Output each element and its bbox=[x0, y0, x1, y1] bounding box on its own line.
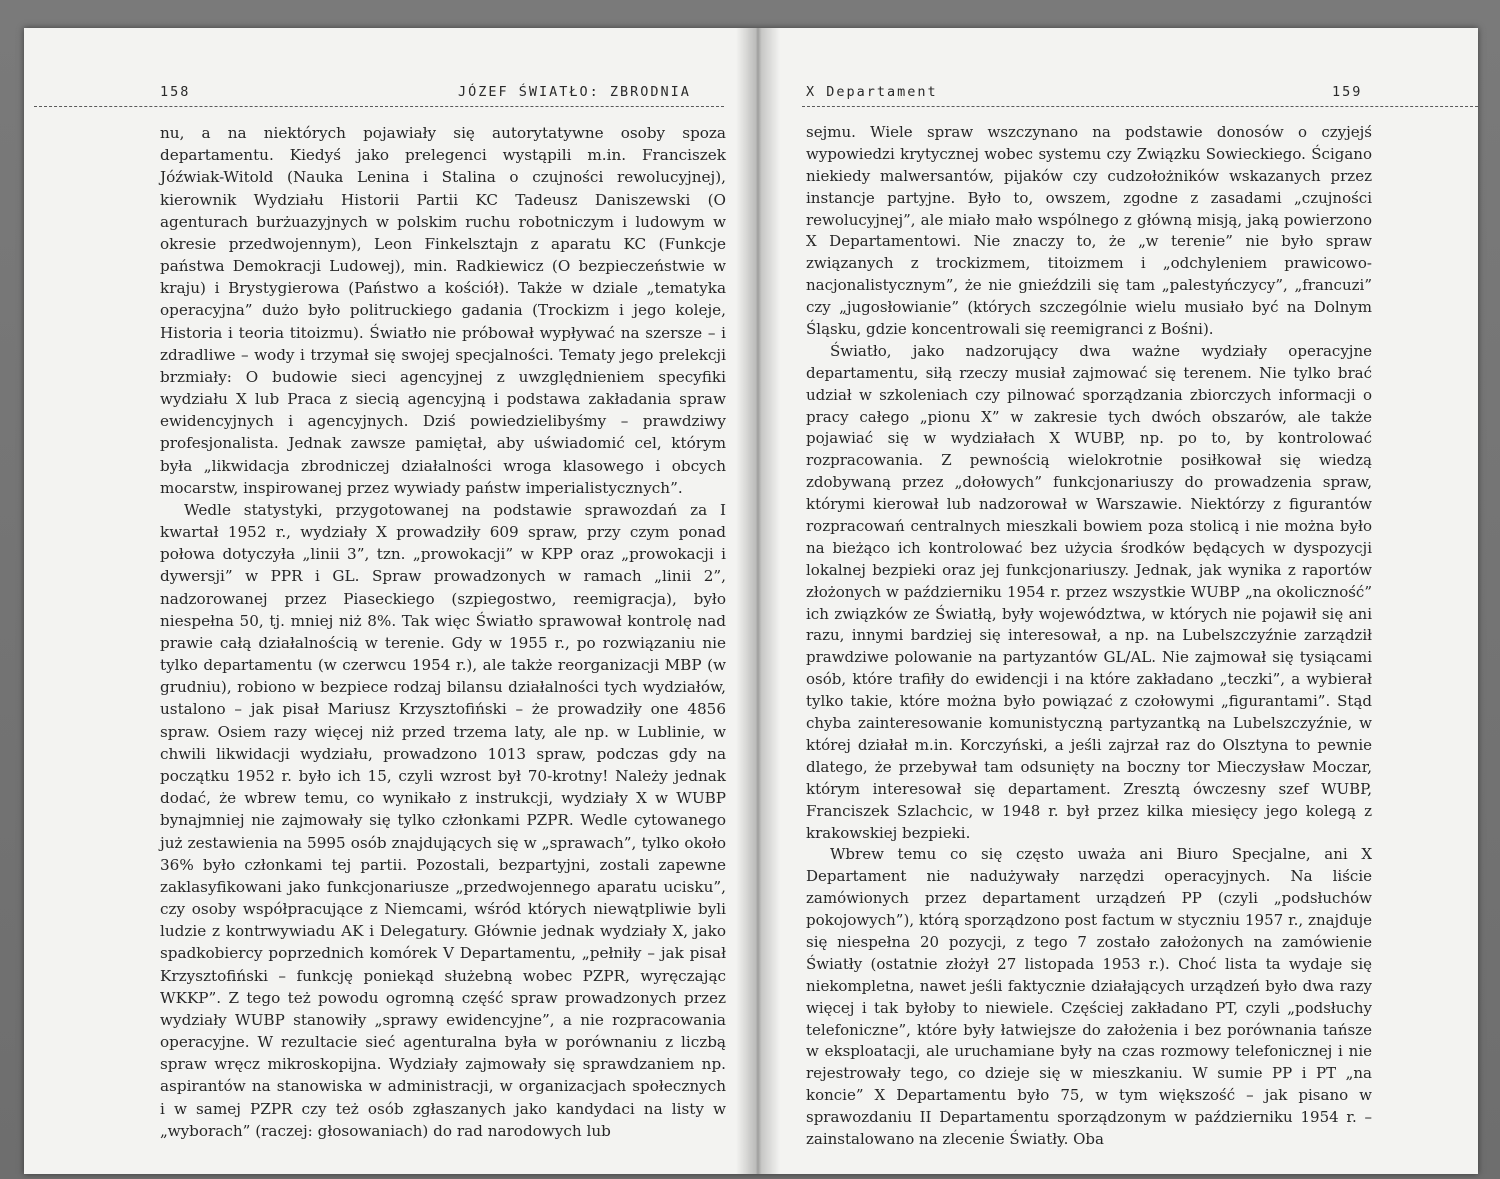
header-rule bbox=[34, 106, 724, 107]
header-rule bbox=[802, 106, 1478, 107]
paragraph: Wedle statystyki, przygotowanej na podstawie sprawozdań za I kwartał 1952 r., wydziały X prowadziły 609 spraw, przy czym ponad połowa dotyczyła „linii 3”, tzn. „prowokacji” w KPP oraz „prowokacji i dywersji” w PPR i GL. Spraw prowadzonych w ramach „linii 2”, nadzorowanej przez Piaseckiego (szpiegostwo, reemigracja), było niespełna 50, tj. mniej niż 8%. Tak więc Światło sprawował kontrolę nad prawie całą działalnością w terenie. Gdy w 1955 r., po rozwiązaniu nie tylko departamentu (w czerwcu 1954 r.), ale także reorganizacji MBP (w grudniu), robiono w bezpiece rodzaj bilansu działalności tych wydziałów, ustalono – jak pisał Mariusz Krzysztofiński – że prowadziły one 4856 spraw. Osiem razy więcej niż przed trzema laty, ale np. w Lublinie, w chwili likwidacji wydziału, prowadzono 1013 spraw, podczas gdy na początku 1952 r. było ich 15, czyli wzrost był 70-krotny! Należy jednak dodać, że wbrew temu, co wynikało z instrukcji, wydziały X w WUBP bynajmniej nie zajmowały się tylko członkami PZPR. Wedle cytowanego już zestawienia na 5995 osób znajdujących się w „sprawach”, tylko około 36% było członkami tej partii. Pozostali, bezpartyjni, zostali zapewne zaklasyfikowani jako funkcjonariusze „przedwojennego aparatu ucisku”, czy osoby współpracujące z Niemcami, wśród których niewątpliwie byli ludzie z kontrwywiadu AK i Delegatury. Głównie jednak wydziały X, jako spadkobiercy poprzednich komórek V Departamentu, „pełniły – jak pisał Krzysztofiński – funkcję poniekąd służebną wobec PZPR, wyręczając WKKP”. Z tego też powodu ogromną część spraw prowadzonych przez wydziały WUBP stanowiły „sprawy ewidencyjne”, a nie rozpracowania operacyjne. W rezultacie sieć agenturalna była w porównaniu z liczbą spraw wręcz mikroskopijna. Wydziały zajmowały się sprawdzaniem np. aspirantów na stanowiska w administracji, w organizacjach społecznych i w samej PZPR czy też osób zgłaszanych jako kandydaci na listy w „wyborach” (raczej: głosowaniach) do rad narodowych lub bbox=[160, 500, 726, 1140]
page-body bbox=[806, 122, 1372, 1151]
left-page bbox=[24, 28, 748, 1174]
page-body bbox=[160, 122, 726, 1142]
open-book bbox=[24, 28, 1478, 1174]
right-page bbox=[758, 28, 1478, 1174]
page-number: 159 bbox=[1332, 84, 1363, 100]
page-number: 158 bbox=[160, 84, 191, 100]
paragraph: Wbrew temu co się często uważa ani Biuro Specjalne, ani X Departament nie nadużywały narzędzi operacyjnych. Na liście zamówionych przez departament urządzeń PP (czyli „podsłuchów pokojowych”), którą sporządzono post factum w styczniu 1957 r., znajduje się niespełna 20 pozycji, z tego 7 zostało założonych na zamówienie Światły (ostatnie złożył 27 listopada 1953 r.). Choć lista ta wydaje się niekompletna, nawet jeśli faktycznie działających urządzeń było dwa razy więcej i tak byłoby to niewiele. Częściej zakładano PT, czyli „podsłuchy telefoniczne”, które były łatwiejsze do założenia i bez porównania tańsze w eksploatacji, ale uruchamiane były na czas rozmowy telefonicznej i nie rejestrowały tego, co dzieje się w mieszkaniu. W sumie PP i PT „na koncie” X Departamentu było 75, w tym większość – jak pisano w sprawozdaniu II Departamentu sporządzonym w październiku 1954 r. – zainstalowano na zlecenie Światły. Oba bbox=[806, 845, 1372, 1148]
paragraph: sejmu. Wiele spraw wszczynano na podstawie donosów o czyjejś wypowiedzi krytycznej wobec systemu czy Związku Sowieckiego. Ścigano niekiedy malwersantów, pijaków czy cudzołożników wskazanych przez instancje partyjne. Było to, owszem, zgodne z zasadami „czujności rewolucyjnej”, ale miało mało wspólnego z główną misją, jaką powierzono X Departamentowi. Nie znaczy to, że „w terenie” nie było spraw związanych z trockizmem, titoizmem i „odchyleniem prawicowo-nacjonalistycznym”, że nie gnieździli się tam „palestyńczycy”, „francuzi” czy „jugosłowianie” (których szczególnie wielu musiało być na Dolnym Śląsku, gdzie koncentrowali się reemigranci z Bośni). bbox=[806, 123, 1372, 339]
running-title: X Departament bbox=[806, 84, 938, 100]
paragraph: Światło, jako nadzorujący dwa ważne wydziały operacyjne departamentu, siłą rzeczy musiał zajmować się terenem. Nie tylko brać udział w szkoleniach czy pilnować sporządzania zbiorczych informacji o pracy całego „pionu X” w zakresie tych dwóch obszarów, ale także pojawiać się w wydziałach X WUBP, np. po to, by kontrolować rozpracowania. Z pewnością wielokrotnie posiłkował się wiedzą zdobywaną przez „dołowych” funkcjonariuszy do prowadzenia spraw, którymi kierował lub nadzorował w Warszawie. Niektórzy z figurantów rozpracowań centralnych mieszkali bowiem poza stolicą i nie można było na bieżąco ich kontrolować bez użycia środków będących w dyspozycji lokalnej bezpieki oraz jej funkcjonariuszy. Jednak, jak wynika z raportów złożonych w październiku 1954 r. przez wszystkie WUBP „na okoliczność” ich związków ze Światłą, były województwa, w których nie pojawił się ani razu, innymi bardziej się interesował, a np. na Lubelszczyźnie zarządził prawdziwe polowanie na partyzantów GL/AL. Nie zajmował się tysiącami osób, które trafiły do ewidencji i na które zakładano „teczki”, a wybierał tylko takie, które można było powiązać z czołowymi „figurantami”. Stąd chyba zainteresowanie komunistyczną partyzantką na Lubelszczyźnie, w której działał m.in. Korczyński, a jeśli zajrzał raz do Olsztyna to pewnie dlatego, że przebywał tam odsunięty na boczny tor Mieczysław Moczar, którym interesował się departament. Zresztą ówczesny szef WUBP, Franciszek Szlachcic, w 1948 r. był przez kilka miesięcy jego kolegą z krakowskiej bezpieki. bbox=[806, 341, 1372, 842]
running-title: JÓZEF ŚWIATŁO: ZBRODNIA bbox=[458, 84, 691, 100]
paragraph: nu, a na niektórych pojawiały się autorytatywne osoby spoza departamentu. Kiedyś jako prelegenci wystąpili m.in. Franciszek Jóźwiak-Witold (Nauka Lenina i Stalina o czujności rewolucyjnej), kierownik Wydziału Historii Partii KC Tadeusz Daniszewski (O agenturach burżuazyjnych w polskim ruchu robotniczym i ludowym w okresie przedwojennym), Leon Finkelsztajn z aparatu KC (Funkcje państwa Demokracji Ludowej), min. Radkiewicz (O bezpieczeństwie w kraju) i Brystygierowa (Państwo a kościół). Także w dziale „tematyka operacyjna” dużo było politruckiego gadania (Trockizm i jego koleje, Historia i teoria titoizmu). Światło nie próbował wypływać na szersze – i zdradliwe – wody i trzymał się swojej specjalności. Tematy jego prelekcji brzmiały: O budowie sieci agencyjnej z uwzględnieniem specyfiki wydziału X lub Praca z siecią agencyjną i podstawa zakładania spraw ewidencyjnych i agencyjnych. Dziś powiedzielibyśmy – prawdziwy profesjonalista. Jednak zawsze pamiętał, aby uświadomić cel, którym była „likwidacja zbrodniczej działalności wroga klasowego i obcych mocarstw, inspirowanej przez wywiady państw imperialistycznych”. bbox=[160, 124, 726, 497]
